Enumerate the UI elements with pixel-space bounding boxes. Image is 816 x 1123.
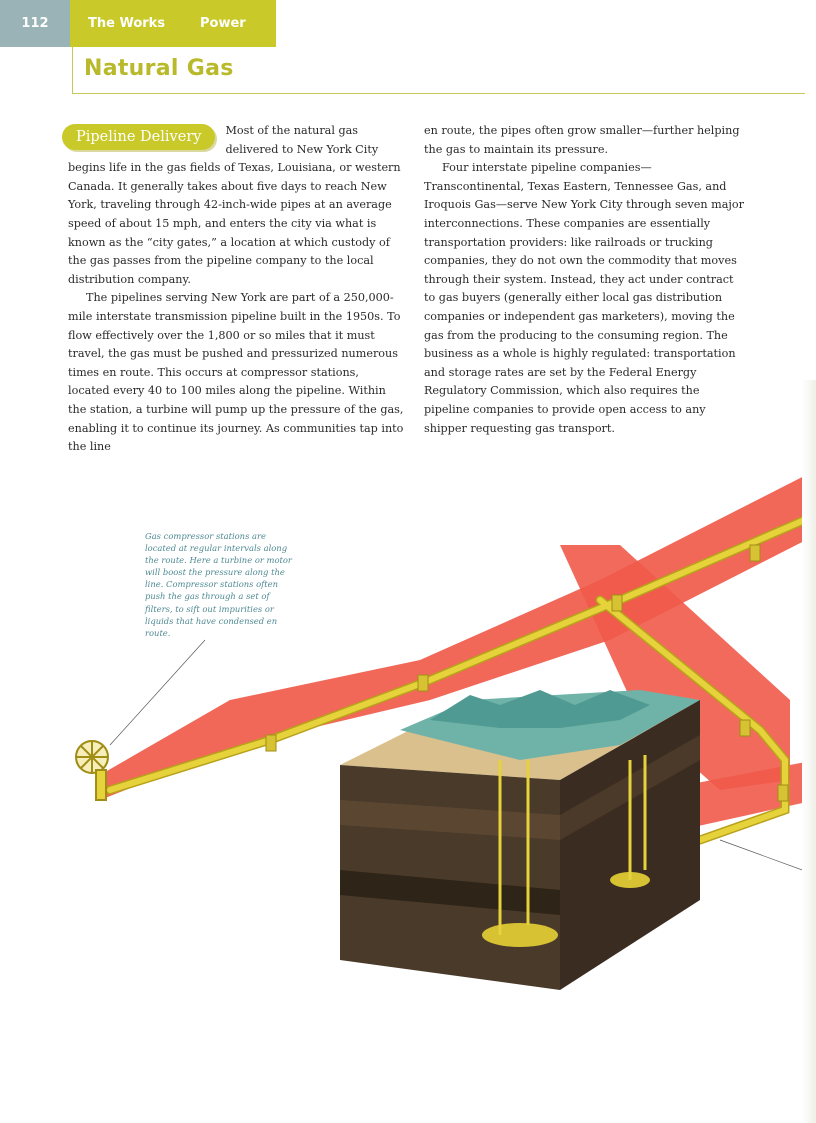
illustration-caption: Gas compressor stations are located at regular intervals along the route. Here a turbine or motor will boost the pressure along the line. Compressor stations often push the gas through a set of filters, to sift out impurities or liquids that have condensed en route. [145, 531, 292, 638]
valve-wheel [76, 741, 108, 800]
title-rule-vertical [72, 47, 73, 94]
article-paragraph-3: en route, the pipes often grow smaller—further helping the gas to maintain its pressure. [424, 124, 740, 156]
title-rule-horizontal [72, 93, 805, 94]
pipeline-illustration [0, 440, 816, 1123]
article-paragraph-2: The pipelines serving New York are part of a 250,000-mile interstate transmission pipeline built in the 1950s. To flow effectively over the 1,800 or so miles that it must travel, the gas must be pushed and pressurized numerous times en route. This occurs at compressor stations, located every 40 to 100 miles along the pipeline. Within the station, a turbine will pump up the pressure of the gas, enabling it to continue its journey. As communities tap into the line [68, 291, 404, 454]
section-label: The Works [88, 16, 166, 31]
earth-cross-section [340, 690, 700, 990]
article-paragraph-4: Four interstate pipeline companies—Transcontinental, Texas Eastern, Tennessee Gas, and Iroquois Gas—serve New York City through seven major interconnections. These companies are essentially transportation providers: like railroads or trucking companies, they do not own the commodity that moves through their system. Instead, they act under contract to gas buyers (generally either local gas distribution companies or independent gas marketers), moving the gas from the producing to the consuming region. The business as a whole is highly regulated: transportation and storage rates are set by the Federal Energy Regulatory Commission, which also requires the pipeline companies to provide open access to any shipper requesting gas transport. [424, 161, 744, 435]
page-edge-shade [802, 380, 816, 1123]
subsection-label: Power [200, 16, 246, 31]
article-paragraph-1: Pipeline Delivery Most of the natural gas delivered to New York City begins life in the gas fields of Texas, Louisiana, or western Canada. It generally takes about five days to reach New York, traveling through 42-inch-wide pipes at an average speed of about 15 mph, and enters the city via what is known as the “city gates,” a location at which custody of the gas passes from the pipeline company to the local distribution company. [68, 122, 404, 289]
article-left-column [68, 122, 404, 457]
section-heading-pill: Pipeline Delivery [62, 124, 215, 150]
article-right-column [424, 122, 746, 438]
page-title: Natural Gas [84, 56, 234, 81]
page-number: 112 [0, 0, 70, 47]
